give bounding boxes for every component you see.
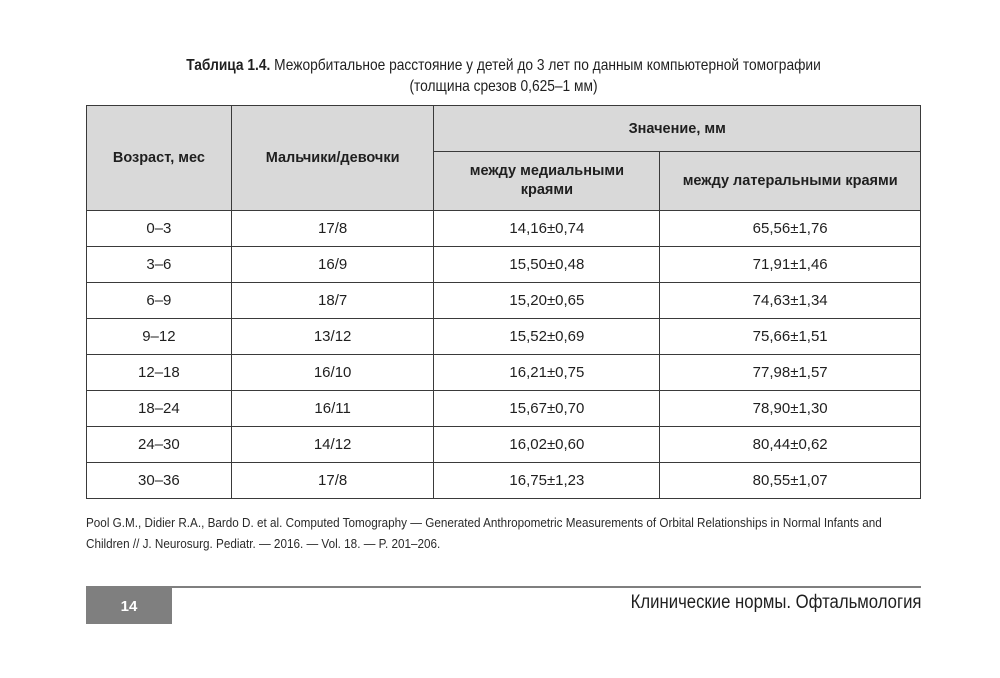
cell-age: 18–24 bbox=[87, 391, 232, 427]
cell-age: 6–9 bbox=[87, 283, 232, 319]
cell-ratio: 17/8 bbox=[231, 463, 434, 499]
cell-lateral: 71,91±1,46 bbox=[660, 247, 921, 283]
table-row bbox=[87, 211, 921, 247]
cell-medial: 16,02±0,60 bbox=[434, 427, 660, 463]
table-row bbox=[87, 283, 921, 319]
cell-lateral: 77,98±1,57 bbox=[660, 355, 921, 391]
cell-lateral: 78,90±1,30 bbox=[660, 391, 921, 427]
cell-age: 30–36 bbox=[87, 463, 232, 499]
cell-medial: 14,16±0,74 bbox=[434, 211, 660, 247]
cell-medial: 16,21±0,75 bbox=[434, 355, 660, 391]
cell-medial: 16,75±1,23 bbox=[434, 463, 660, 499]
table-row bbox=[87, 427, 921, 463]
cell-ratio: 14/12 bbox=[231, 427, 434, 463]
cell-age: 3–6 bbox=[87, 247, 232, 283]
cell-age: 0–3 bbox=[87, 211, 232, 247]
caption-line-1 bbox=[144, 55, 862, 76]
caption-subtext: (толщина срезов 0,625–1 мм) bbox=[409, 78, 598, 95]
cell-ratio: 18/7 bbox=[231, 283, 434, 319]
reference-line-2: Children // J. Neurosurg. Pediatr. — 2016. — Vol. 18. — P. 201–206. bbox=[86, 536, 441, 551]
reference-line-1: Pool G.M., Didier R.A., Bardo D. et al. Computed Tomography — Generated Anthropometric Measurements of Orbital Relationships in Normal Infants and bbox=[86, 515, 882, 530]
cell-lateral: 80,44±0,62 bbox=[660, 427, 921, 463]
header-lateral: между латеральными краями bbox=[660, 152, 921, 211]
caption-label: Таблица 1.4. bbox=[186, 57, 271, 74]
running-title: Клинические нормы. Офтальмология bbox=[630, 592, 921, 613]
header-boys-girls: Мальчики/девочки bbox=[231, 106, 434, 211]
data-table bbox=[86, 105, 921, 499]
table-row bbox=[87, 391, 921, 427]
table-caption bbox=[144, 55, 862, 97]
footer-rule bbox=[86, 586, 921, 588]
cell-medial: 15,50±0,48 bbox=[434, 247, 660, 283]
table-row bbox=[87, 355, 921, 391]
cell-lateral: 75,66±1,51 bbox=[660, 319, 921, 355]
header-age: Возраст, мес bbox=[87, 106, 232, 211]
cell-lateral: 65,56±1,76 bbox=[660, 211, 921, 247]
cell-medial: 15,52±0,69 bbox=[434, 319, 660, 355]
header-medial bbox=[434, 152, 660, 211]
table-row bbox=[87, 319, 921, 355]
cell-ratio: 16/9 bbox=[231, 247, 434, 283]
cell-ratio: 16/10 bbox=[231, 355, 434, 391]
cell-medial: 15,67±0,70 bbox=[434, 391, 660, 427]
cell-lateral: 74,63±1,34 bbox=[660, 283, 921, 319]
cell-medial: 15,20±0,65 bbox=[434, 283, 660, 319]
cell-age: 24–30 bbox=[87, 427, 232, 463]
cell-ratio: 13/12 bbox=[231, 319, 434, 355]
page-number: 14 bbox=[86, 588, 172, 624]
cell-age: 12–18 bbox=[87, 355, 232, 391]
cell-ratio: 17/8 bbox=[231, 211, 434, 247]
reference-note bbox=[86, 512, 923, 554]
header-medial-text: между медиальными краями bbox=[469, 163, 624, 198]
table-row bbox=[87, 247, 921, 283]
table-row bbox=[87, 463, 921, 499]
header-value: Значение, мм bbox=[434, 106, 921, 152]
cell-lateral: 80,55±1,07 bbox=[660, 463, 921, 499]
caption-text: Межорбитальное расстояние у детей до 3 лет по данным компьютерной томографии bbox=[274, 57, 821, 74]
cell-ratio: 16/11 bbox=[231, 391, 434, 427]
cell-age: 9–12 bbox=[87, 319, 232, 355]
